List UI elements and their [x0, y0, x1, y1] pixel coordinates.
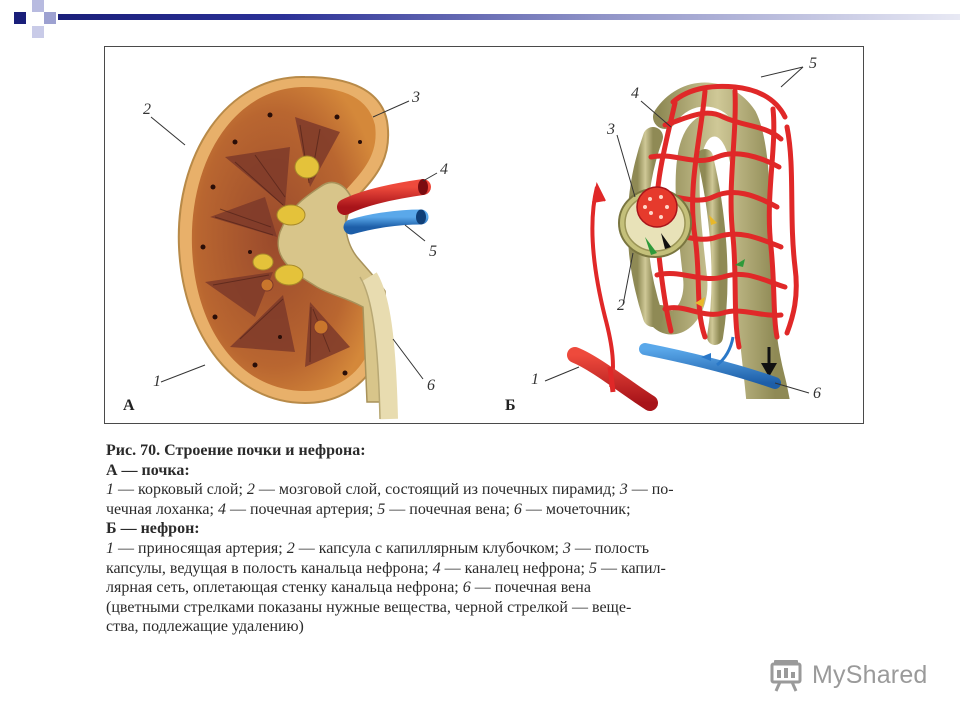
- panel-b-label-2: 2: [617, 297, 625, 314]
- caption-item-text: чечная лоханка;: [106, 500, 218, 518]
- caption-b-items: [106, 539, 876, 637]
- presentation-board-icon: [768, 658, 804, 692]
- caption-line: [106, 480, 876, 500]
- panel-a-label-4: 4: [440, 161, 448, 178]
- caption-line: [106, 500, 876, 520]
- caption-item-number: 5: [377, 500, 386, 518]
- caption-item-text: капсулы, ведущая в полость канальца нефрона;: [106, 559, 433, 577]
- caption-line: [106, 578, 876, 598]
- caption-item-number: 1: [106, 539, 114, 557]
- caption-line: [106, 559, 876, 579]
- panel-b-label-1: 1: [531, 371, 539, 388]
- decor-square-light: [32, 0, 44, 12]
- panel-b-label-3: 3: [607, 121, 615, 138]
- panel-b-label-5: 5: [809, 55, 817, 72]
- slide-header-decoration: [0, 0, 960, 40]
- caption-item-text: лярная сеть, оплетающая стенку канальца нефрона;: [106, 579, 463, 597]
- caption-item-text: — капил-: [597, 559, 666, 577]
- kidney-nephron-illustration: [105, 47, 865, 425]
- figure-frame: [104, 46, 864, 424]
- caption-item-text: — по-: [627, 481, 674, 499]
- decor-gradient-band: [58, 14, 960, 20]
- caption-line: [106, 539, 876, 559]
- caption-item-text: — мочеточник;: [521, 500, 631, 518]
- caption-item-text: — почечная вена: [470, 579, 591, 597]
- caption-item-text: — почечная артерия;: [225, 500, 378, 518]
- decor-square-mid: [44, 12, 56, 24]
- panel-b-letter: Б: [505, 397, 516, 414]
- figure-caption: [106, 441, 876, 637]
- decor-square-dark: [14, 12, 26, 24]
- caption-title: Рис. 70. Строение почки и нефрона:: [106, 442, 366, 459]
- caption-item-text: (цветными стрелками показаны нужные вещества, черной стрелкой — веще-: [106, 598, 632, 616]
- caption-item-number: 2: [246, 481, 255, 499]
- caption-item-text: — полость: [570, 539, 650, 557]
- caption-item-number: 3: [619, 481, 628, 499]
- panel-a-label-1: 1: [153, 373, 161, 390]
- panel-a-letter: А: [123, 397, 135, 414]
- caption-item-text: — приносящая артерия;: [114, 539, 287, 557]
- caption-item-number: 4: [217, 500, 226, 518]
- panel-b-label-6: 6: [813, 385, 821, 402]
- caption-item-number: 6: [462, 579, 471, 597]
- caption-item-number: 5: [589, 559, 597, 577]
- panel-a-label-5: 5: [429, 243, 437, 260]
- caption-a-heading: А — почка:: [106, 461, 190, 479]
- panel-a-label-6: 6: [427, 377, 435, 394]
- caption-item-number: 3: [562, 539, 571, 557]
- panel-a-label-3: 3: [412, 89, 420, 106]
- decor-square-light: [32, 26, 44, 38]
- panel-a-label-2: 2: [143, 101, 151, 118]
- watermark-text: MyShared: [812, 660, 928, 689]
- caption-line: [106, 598, 876, 618]
- caption-a-items: [106, 480, 876, 519]
- caption-item-text: — корковый слой;: [114, 481, 247, 499]
- caption-item-text: ства, подлежащие удалению): [106, 618, 304, 636]
- caption-item-number: 6: [513, 500, 522, 518]
- caption-item-number: 2: [286, 539, 295, 557]
- caption-item-number: 4: [432, 559, 441, 577]
- caption-item-text: — почечная вена;: [385, 500, 514, 518]
- caption-item-number: 1: [106, 481, 114, 499]
- caption-item-text: — капсула с капиллярным клубочком;: [294, 539, 563, 557]
- caption-line: [106, 617, 876, 637]
- caption-item-text: — каналец нефрона;: [440, 559, 589, 577]
- caption-item-text: — мозговой слой, состоящий из почечных пирамид;: [254, 481, 620, 499]
- myshared-watermark: [768, 655, 928, 695]
- caption-b-heading: Б — нефрон:: [106, 520, 200, 538]
- panel-b-label-4: 4: [631, 85, 639, 102]
- kidney-section: [179, 77, 428, 419]
